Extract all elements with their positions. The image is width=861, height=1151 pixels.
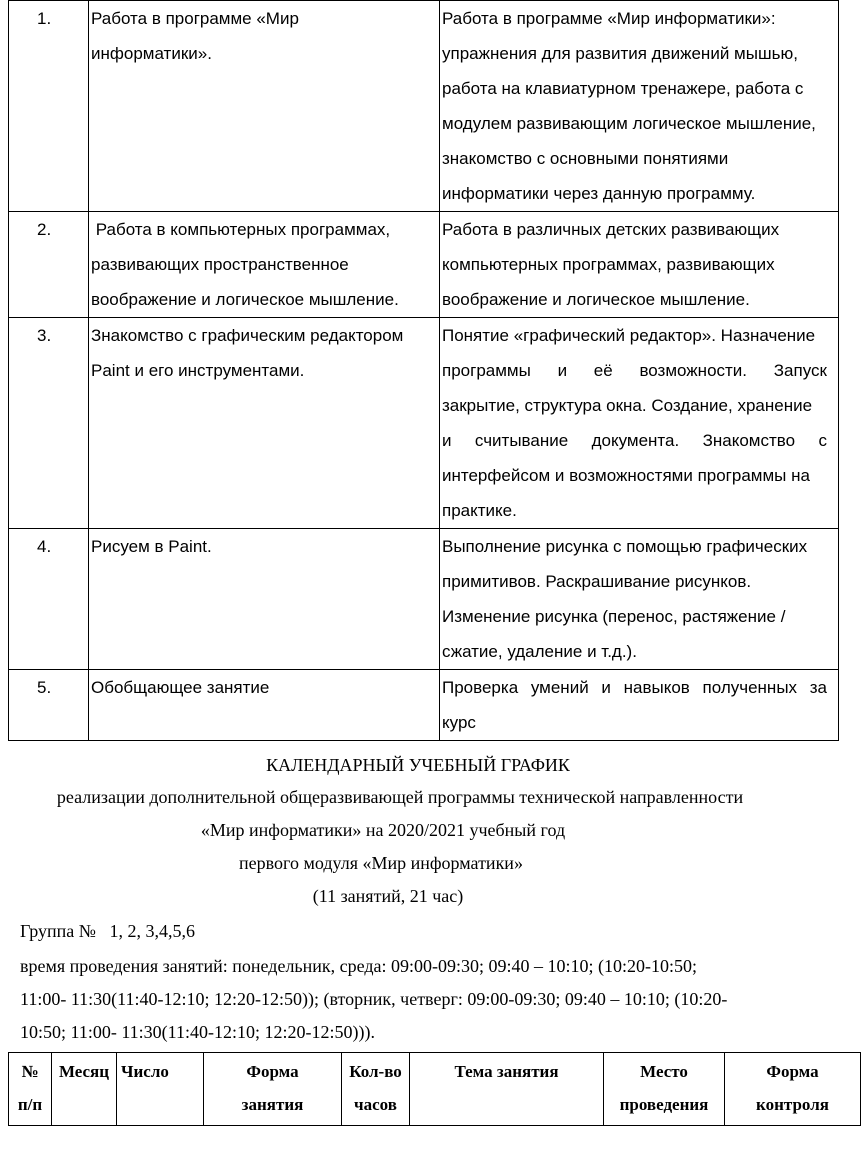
table-row: [9, 529, 839, 670]
schedule-time-text: время проведения занятий: понедельник, среда: 09:00-09:30; 09:40 – 10:10; (10:20-10:50;: [20, 956, 698, 976]
topic-description: Выполнение рисунка с помощью графических примитивов. Раскрашивание рисунков. Изменение рисунка (перенос, растяжение / сжатие, удаление и т.д.).: [440, 529, 839, 670]
row-number: 5.: [9, 670, 89, 741]
table-row: [9, 670, 839, 741]
row-number: 2.: [9, 212, 89, 318]
calendar-subtitle: (11 занятий, 21 час): [312, 886, 464, 906]
topic-name: Знакомство с графическим редактором Paint и его инструментами.: [89, 318, 440, 529]
topic-description: Работа в программе «Мир информатики»: упражнения для развития движений мышью, работа на клавиатурном тренажере, работа с модулем развивающим логическое мышление, знакомство с основными понятиями информатики через данную программу.: [440, 1, 839, 212]
row-number: 4.: [9, 529, 89, 670]
row-number: 1.: [9, 1, 89, 212]
table-header-row: [9, 1053, 861, 1126]
topic-name: Обобщающее занятие: [89, 670, 440, 741]
column-header-topic: Тема занятия: [410, 1053, 604, 1126]
column-header-form: Форма занятия: [204, 1053, 342, 1126]
calendar-subtitle: первого модуля «Мир информатики»: [239, 853, 523, 873]
row-number: 3.: [9, 318, 89, 529]
table-row: [9, 318, 839, 529]
schedule-table: [8, 1052, 861, 1126]
column-header-control: Форма контроля: [725, 1053, 861, 1126]
topic-description: Проверка умений и навыков полученных за курс: [440, 670, 839, 741]
table-row: [9, 212, 839, 318]
topic-name: Рисуем в Paint.: [89, 529, 440, 670]
topic-description: Работа в различных детских развивающих компьютерных программах, развивающих воображение и логическое мышление.: [440, 212, 839, 318]
schedule-time-text: 10:50; 11:00- 11:30(11:40-12:10; 12:20-12:50))).: [20, 1022, 375, 1042]
schedule-time-text: 11:00- 11:30(11:40-12:10; 12:20-12:50)); (вторник, четверг: 09:00-09:30; 09:40 – 10:10; (10:20-: [20, 989, 728, 1009]
group-line: Группа № 1, 2, 3,4,5,6: [20, 921, 195, 941]
topic-description: Понятие «графический редактор». Назначение программы и её возможности. Запуск закрытие, структура окна. Создание, хранение и считывание документа. Знакомство с интерфейсом и возможностями программы на практике.: [440, 318, 839, 529]
topic-name: Работа в компьютерных программах, развивающих пространственное воображение и логическое мышление.: [89, 212, 440, 318]
calendar-subtitle: «Мир информатики» на 2020/2021 учебный год: [200, 820, 566, 840]
column-header-place: Место проведения: [604, 1053, 725, 1126]
column-header-day: Число: [117, 1053, 204, 1126]
column-header-number: № п/п: [9, 1053, 52, 1126]
topic-name: Работа в программе «Мир информатики».: [89, 1, 440, 212]
topics-table: [8, 0, 839, 741]
calendar-title: КАЛЕНДАРНЫЙ УЧЕБНЫЙ ГРАФИК: [266, 755, 570, 775]
calendar-subtitle: реализации дополнительной общеразвивающей программы технической направленности: [56, 787, 744, 807]
column-header-hours: Кол-во часов: [342, 1053, 410, 1126]
column-header-month: Месяц: [52, 1053, 117, 1126]
table-row: [9, 1, 839, 212]
